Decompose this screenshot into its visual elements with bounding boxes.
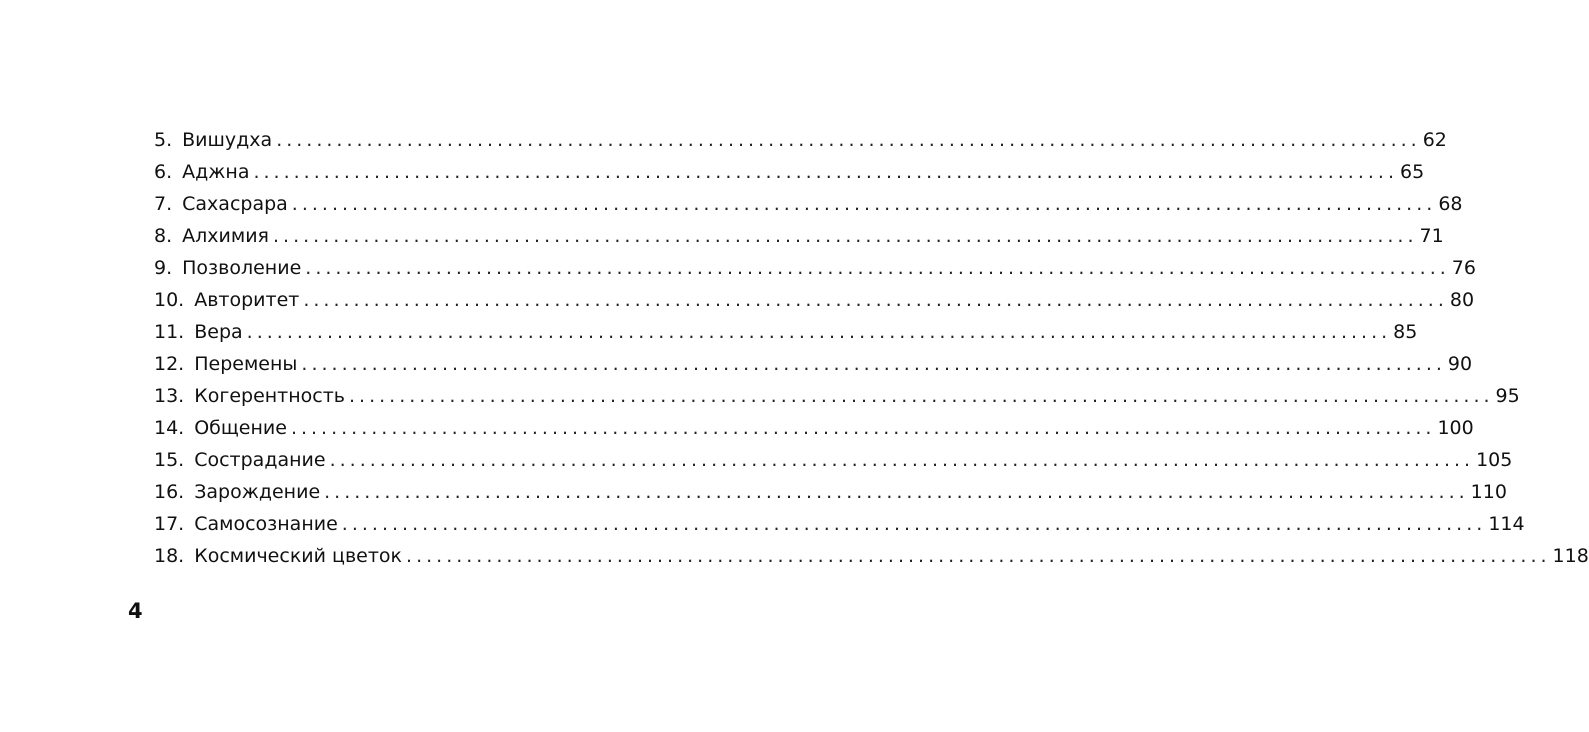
dot-leader: .................................................................................................................. — [291, 193, 1437, 215]
toc-entry-page: 105 — [1476, 449, 1513, 471]
toc-entry-page: 90 — [1447, 353, 1473, 375]
page-number: 4 — [128, 599, 143, 623]
toc-entry-number: 14. — [154, 417, 185, 439]
toc-entry-number: 7. — [154, 193, 173, 215]
toc-entry-number: 16. — [154, 481, 185, 503]
toc-entry-title: Когерентность — [194, 385, 346, 407]
dot-leader: .................................................................................................................. — [406, 545, 1551, 567]
toc-entry-number: 10. — [154, 289, 185, 311]
toc-entry-page: 62 — [1422, 129, 1447, 151]
toc-entry-title: Сострадание — [194, 449, 326, 471]
toc-entry-page: 68 — [1438, 193, 1463, 215]
dot-leader: .................................................................................................................. — [303, 289, 1448, 311]
toc-entry-title: Космический цветок — [194, 545, 403, 567]
toc-entry-page: 118 — [1552, 545, 1589, 567]
toc-entry-number: 6. — [154, 161, 173, 183]
dot-leader: .................................................................................................................. — [246, 321, 1392, 343]
toc-entry-title: Перемены — [194, 353, 298, 375]
toc-entry-number: 12. — [154, 353, 185, 375]
toc-entry-number: 15. — [154, 449, 185, 471]
toc-entry — [154, 380, 1520, 412]
toc-entry-page: 80 — [1449, 289, 1475, 311]
toc-entry-page: 76 — [1451, 257, 1476, 279]
dot-leader: .................................................................................................................. — [276, 129, 1421, 151]
dot-leader: .................................................................................................................. — [301, 353, 1446, 375]
toc-entry-page: 85 — [1393, 321, 1418, 343]
toc-entry-number: 5. — [154, 129, 173, 151]
toc-entry — [154, 220, 1444, 252]
toc-entry-number: 13. — [154, 385, 185, 407]
toc-entry-title: Аджна — [182, 161, 250, 183]
toc-entry-title: Вера — [194, 321, 243, 343]
toc-entry — [154, 412, 1474, 444]
dot-leader: .................................................................................................................. — [305, 257, 1450, 279]
toc-entry — [154, 284, 1475, 316]
toc-entry-number: 18. — [154, 545, 185, 567]
toc-entry-number: 8. — [154, 225, 173, 247]
toc-entry-page: 71 — [1419, 225, 1444, 247]
toc-entry-title: Зарождение — [194, 481, 321, 503]
toc-entry — [154, 188, 1463, 220]
toc-entry-title: Авторитет — [194, 289, 300, 311]
toc-entry — [154, 124, 1447, 156]
toc-entry-number: 17. — [154, 513, 185, 535]
toc-entry-number: 11. — [154, 321, 185, 343]
toc-entry-page: 114 — [1488, 513, 1525, 535]
toc-entry-title: Алхимия — [182, 225, 269, 247]
toc-entry-title: Позволение — [182, 257, 302, 279]
toc-entry — [154, 348, 1473, 380]
toc-entry — [154, 444, 1513, 476]
dot-leader: .................................................................................................................. — [341, 513, 1487, 535]
toc-entry — [154, 476, 1507, 508]
toc-entry — [154, 508, 1525, 540]
dot-leader: .................................................................................................................. — [290, 417, 1436, 439]
toc-entry-page: 110 — [1470, 481, 1507, 503]
toc-entry — [154, 156, 1425, 188]
toc-entry — [154, 316, 1418, 348]
toc-entry-page: 65 — [1399, 161, 1425, 183]
dot-leader: .................................................................................................................. — [329, 449, 1475, 471]
toc-entry-title: Самосознание — [194, 513, 338, 535]
toc-entry-page: 100 — [1437, 417, 1474, 439]
toc-entry-page: 95 — [1495, 385, 1520, 407]
dot-leader: .................................................................................................................. — [253, 161, 1398, 183]
table-of-contents — [154, 124, 1589, 572]
toc-entry-title: Сахасрара — [182, 193, 288, 215]
toc-entry-number: 9. — [154, 257, 173, 279]
toc-entry-title: Общение — [194, 417, 287, 439]
toc-entry-title: Вишудха — [182, 129, 273, 151]
toc-entry — [154, 252, 1476, 284]
toc-entry — [154, 540, 1589, 572]
dot-leader: .................................................................................................................. — [349, 385, 1494, 407]
dot-leader: .................................................................................................................. — [273, 225, 1418, 247]
dot-leader: .................................................................................................................. — [324, 481, 1469, 503]
